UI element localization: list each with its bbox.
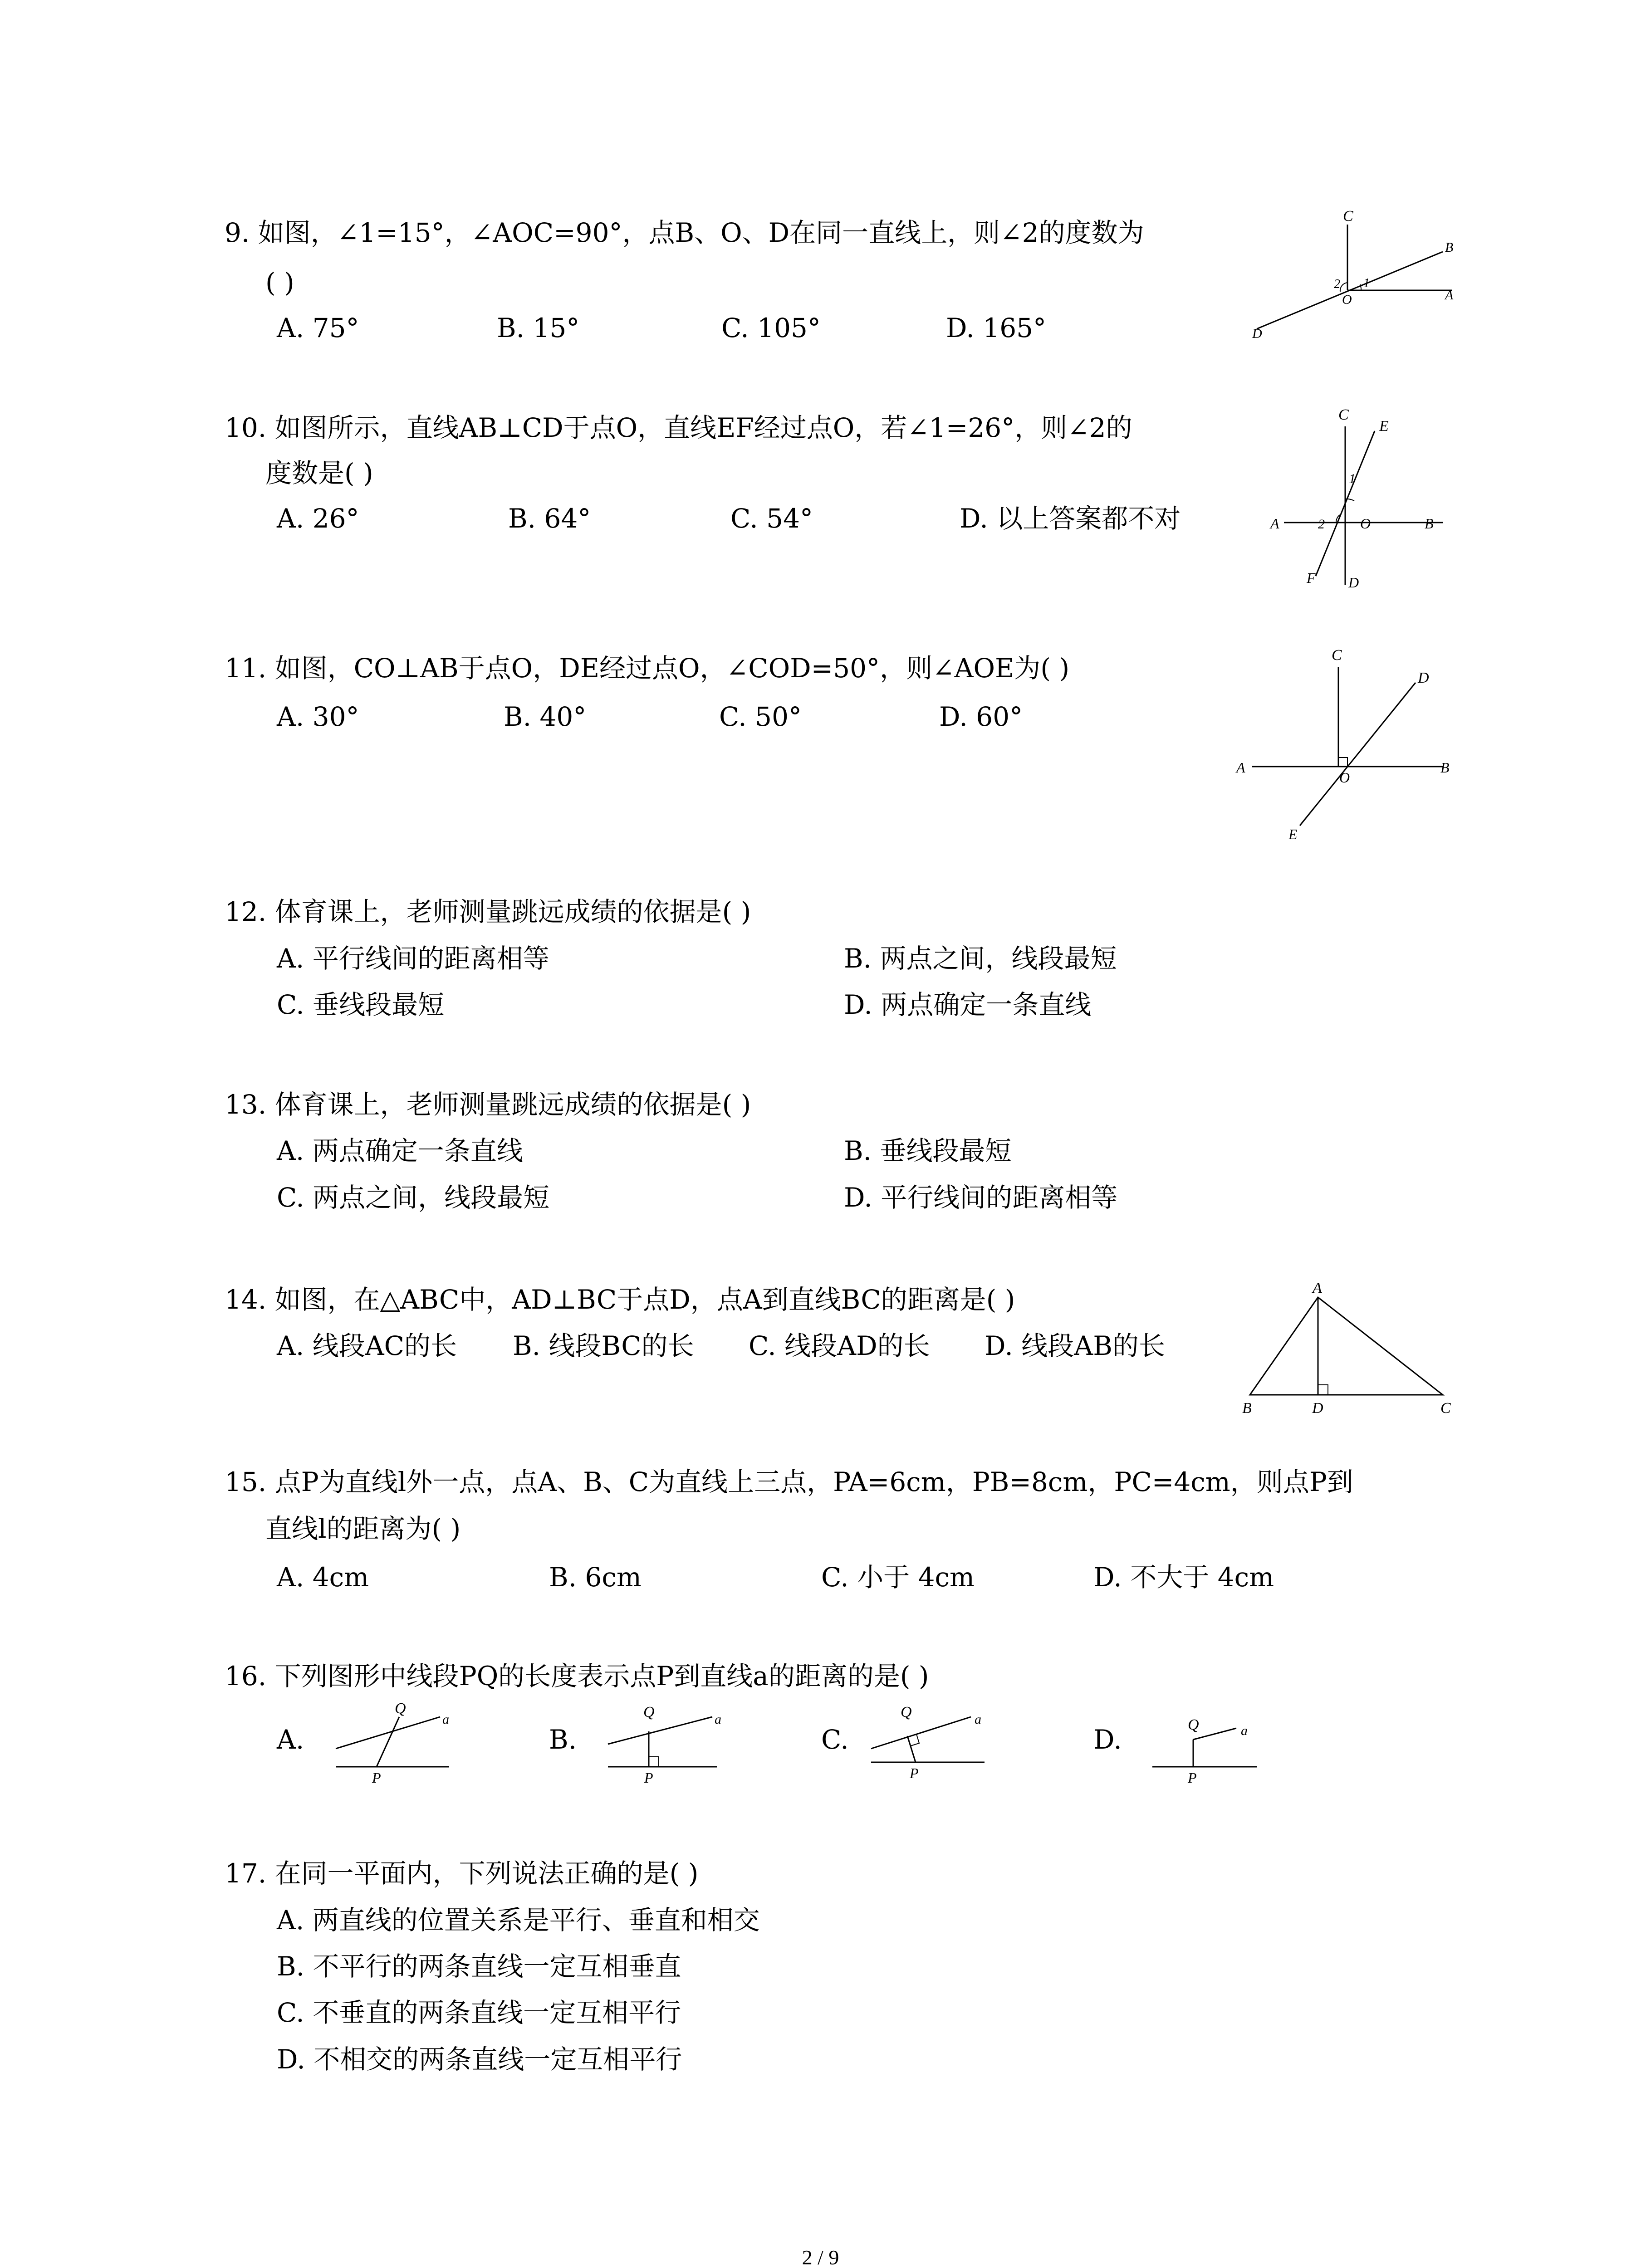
question-stem: 直线l的距离为( ): [265, 1513, 461, 1544]
question-stem: 14. 如图，在△ABC中，AD⊥BC于点D，点A到直线BC的距离是( ): [225, 1284, 1015, 1315]
label-q: Q: [901, 1704, 912, 1721]
angle-2-label: 2: [1318, 517, 1325, 532]
label-b: B: [1445, 240, 1454, 255]
option-b: B. 64°: [508, 503, 591, 534]
label-d: D: [1312, 1400, 1323, 1417]
option-b: B. 线段BC的长: [513, 1330, 694, 1361]
question-stem: 13. 体育课上，老师测量跳远成绩的依据是( ): [225, 1089, 751, 1120]
label-o: O: [1339, 769, 1350, 786]
label-o: O: [1360, 515, 1371, 532]
label-a: A: [1270, 515, 1279, 532]
figure-q14: [1234, 1272, 1461, 1422]
figure-q16-a: [327, 1699, 463, 1789]
option-a: A. 线段AC的长: [277, 1330, 457, 1361]
option-a: A. 26°: [277, 503, 359, 534]
figure-q10: [1266, 404, 1461, 603]
label-c: C: [1332, 647, 1342, 664]
option-c: C. 不垂直的两条直线一定互相平行: [277, 1997, 681, 2028]
option-b: B. 6cm: [549, 1562, 642, 1593]
figure-q11: [1234, 637, 1461, 850]
option-d: D. 两点确定一条直线: [844, 989, 1092, 1020]
option-c: C. 垂线段最短: [277, 989, 445, 1020]
angle-1-label: 1: [1363, 276, 1370, 290]
option-a: A. 两直线的位置关系是平行、垂直和相交: [277, 1905, 760, 1936]
angle-2-label: 2: [1334, 277, 1340, 291]
label-q: Q: [395, 1700, 406, 1717]
option-a: A. 30°: [277, 701, 359, 732]
label-d: D: [1418, 670, 1429, 686]
option-d: D. 165°: [946, 313, 1047, 343]
question-stem: 9. 如图，∠1=15°，∠AOC=90°，点B、O、D在同一直线上，则∠2的度数为: [225, 217, 1144, 248]
option-a: A. 平行线间的距离相等: [277, 943, 549, 974]
label-q: Q: [1188, 1716, 1199, 1733]
label-c: C: [1343, 208, 1353, 225]
figure-q16-c: [862, 1699, 998, 1789]
label-c: C: [1440, 1400, 1451, 1417]
option-c: C. 线段AD的长: [749, 1330, 930, 1361]
option-b: B. 不平行的两条直线一定互相垂直: [277, 1951, 681, 1982]
label-b: B: [1242, 1400, 1252, 1417]
option-c: C. 50°: [719, 701, 802, 732]
label-p: P: [644, 1769, 653, 1786]
question-stem: 度数是( ): [265, 458, 373, 489]
page-number: 2 / 9: [802, 2246, 839, 2268]
label-p: P: [910, 1765, 919, 1781]
label-d: D: [1348, 574, 1359, 591]
label-a: a: [442, 1712, 449, 1727]
label-q: Q: [643, 1704, 655, 1721]
option-a: A. 75°: [277, 313, 359, 343]
angle-1-label: 1: [1349, 471, 1356, 486]
option-d: D. 不相交的两条直线一定互相平行: [277, 2044, 682, 2075]
label-a: a: [975, 1712, 981, 1727]
label-a: A: [1236, 759, 1245, 776]
option-b: B. 15°: [497, 313, 580, 343]
option-c: C. 54°: [730, 503, 813, 534]
label-p: P: [372, 1769, 381, 1786]
question-stem: 15. 点P为直线l外一点，点A、B、C为直线上三点，PA=6cm，PB=8cm，PC=4cm，则点P到: [225, 1466, 1353, 1497]
label-f: F: [1307, 570, 1316, 586]
option-b: B. 垂线段最短: [844, 1135, 1012, 1166]
label-a: a: [715, 1712, 721, 1727]
option-c: C. 两点之间，线段最短: [277, 1182, 550, 1213]
option-c: C. 小于 4cm: [821, 1562, 975, 1593]
option-d: D. 不大于 4cm: [1093, 1562, 1274, 1593]
figure-q16-b: [599, 1699, 735, 1789]
option-b: B. 40°: [504, 701, 587, 732]
figure-q16-d: [1143, 1699, 1279, 1789]
label-o: O: [1342, 292, 1352, 307]
label-d: D: [1252, 326, 1262, 341]
option-d: D. 平行线间的距离相等: [844, 1182, 1118, 1213]
option-d: D. 以上答案都不对: [960, 503, 1181, 534]
option-a: A. 两点确定一条直线: [277, 1135, 523, 1166]
question-stem: 11. 如图，CO⊥AB于点O，DE经过点O，∠COD=50°，则∠AOE为( ): [225, 653, 1070, 684]
label-a: A: [1445, 288, 1454, 303]
option-b: B.: [549, 1724, 577, 1755]
label-c: C: [1338, 406, 1349, 423]
label-p: P: [1188, 1769, 1197, 1786]
option-c: C. 105°: [721, 313, 821, 343]
label-b: B: [1440, 759, 1450, 776]
question-stem: 12. 体育课上，老师测量跳远成绩的依据是( ): [225, 896, 751, 927]
option-d: D. 60°: [939, 701, 1023, 732]
option-a: A. 4cm: [277, 1562, 369, 1593]
question-stem: 16. 下列图形中线段PQ的长度表示点P到直线a的距离的是( ): [225, 1661, 929, 1691]
option-c: C.: [821, 1724, 849, 1755]
label-b: B: [1425, 515, 1434, 532]
question-stem: 10. 如图所示，直线AB⊥CD于点O，直线EF经过点O，若∠1=26°，则∠2的: [225, 412, 1132, 443]
label-e: E: [1288, 826, 1298, 842]
option-d: D.: [1093, 1724, 1122, 1755]
option-a: A.: [277, 1724, 304, 1755]
label-a: a: [1241, 1723, 1248, 1738]
label-a: A: [1313, 1280, 1322, 1296]
question-stem: 17. 在同一平面内，下列说法正确的是( ): [225, 1858, 699, 1889]
option-d: D. 线段AB的长: [985, 1330, 1165, 1361]
question-stem: ( ): [265, 267, 294, 298]
label-e: E: [1379, 418, 1389, 435]
figure-q9: [1243, 206, 1461, 347]
option-b: B. 两点之间，线段最短: [844, 943, 1117, 974]
